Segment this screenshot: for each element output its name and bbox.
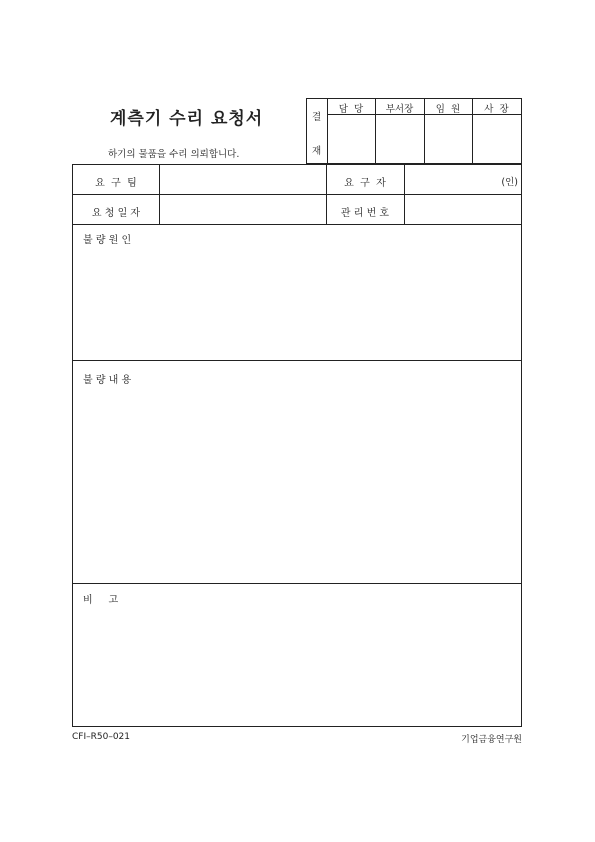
approval-col-dept-head: 부서장 bbox=[385, 104, 414, 115]
request-team-label: 요 구 팀 bbox=[95, 178, 137, 189]
signature-cell-dept-head[interactable] bbox=[376, 115, 424, 163]
document-subtitle: 하기의 물품을 수리 의뢰합니다. bbox=[108, 149, 240, 160]
organization-name: 기업금융연구원 bbox=[461, 735, 522, 745]
signature-cell-executive[interactable] bbox=[425, 115, 472, 163]
document-title: 계측기 수리 요청서 bbox=[110, 109, 264, 129]
approval-col-executive: 임 원 bbox=[435, 104, 461, 115]
failure-details-field[interactable] bbox=[73, 385, 521, 582]
seal-mark: (인) bbox=[501, 177, 518, 188]
signature-cell-manager[interactable] bbox=[328, 115, 375, 163]
approval-col-president: 사 장 bbox=[484, 104, 509, 115]
approval-label-bottom: 재 bbox=[312, 146, 322, 157]
approval-col-manager: 담 당 bbox=[338, 104, 364, 115]
form-code: CFI–R50–021 bbox=[72, 732, 130, 742]
remarks-field[interactable] bbox=[73, 605, 521, 725]
approval-box bbox=[306, 98, 522, 164]
management-no-label: 관 리 번 호 bbox=[340, 208, 390, 219]
request-form bbox=[72, 164, 522, 727]
request-team-field[interactable] bbox=[160, 165, 326, 194]
failure-details-label: 불 량 내 용 bbox=[83, 375, 132, 386]
request-date-label: 요 청 일 자 bbox=[91, 208, 141, 219]
remarks-label: 비 고 bbox=[83, 595, 119, 606]
requester-label: 요 구 자 bbox=[344, 178, 386, 189]
failure-cause-field[interactable] bbox=[73, 245, 521, 359]
management-no-field[interactable] bbox=[405, 195, 521, 224]
approval-label-top: 결 bbox=[312, 112, 322, 123]
request-date-field[interactable] bbox=[160, 195, 326, 224]
signature-cell-president[interactable] bbox=[473, 115, 520, 163]
failure-cause-label: 불 량 원 인 bbox=[83, 235, 132, 246]
